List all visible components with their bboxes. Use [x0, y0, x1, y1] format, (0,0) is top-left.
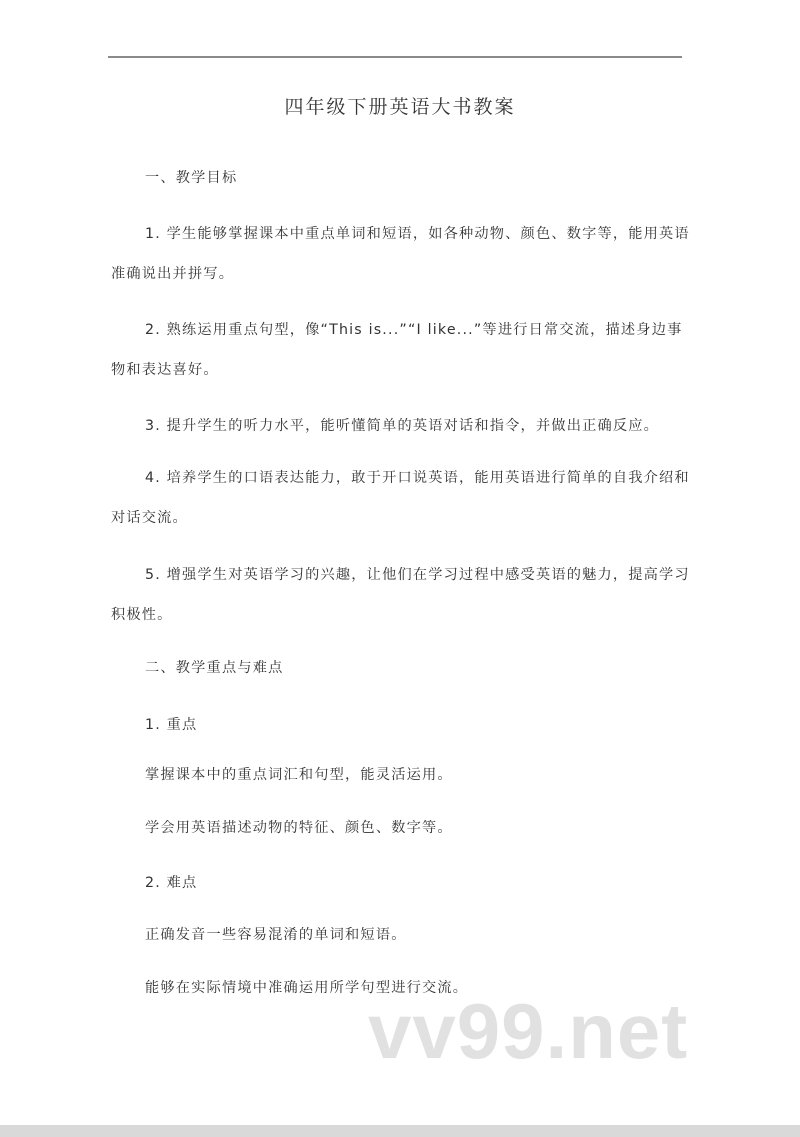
goal-item-2: 2. 熟练运用重点句型，像“This is...”“I like...”等进行日常交流，描述身边事物和表达喜好。: [111, 322, 683, 378]
difficult-point-2: 能够在实际情境中准确运用所学句型进行交流。: [145, 980, 469, 996]
key-point-2: 学会用英语描述动物的特征、颜色、数字等。: [145, 820, 453, 836]
document-title: 四年级下册英语大书教案: [284, 96, 516, 118]
difficult-points-heading: 2. 难点: [145, 875, 198, 891]
goal-item-5: 5. 增强学生对英语学习的兴趣，让他们在学习过程中感受英语的魅力，提高学习积极性。: [111, 567, 690, 623]
section-heading-key-points: 二、教学重点与难点: [145, 660, 284, 676]
difficult-point-1: 正确发音一些容易混淆的单词和短语。: [145, 927, 407, 943]
goal-item-3: 3. 提升学生的听力水平，能听懂简单的英语对话和指令，并做出正确反应。: [145, 418, 660, 434]
goal-item-4: 4. 培养学生的口语表达能力，敢于开口说英语，能用英语进行简单的自我介绍和对话交流。: [111, 470, 690, 526]
key-point-1: 掌握课本中的重点词汇和句型，能灵活运用。: [145, 767, 453, 783]
watermark: vv99.net: [368, 987, 689, 1075]
section-heading-goals: 一、教学目标: [145, 170, 238, 186]
page-bottom-edge: [0, 1125, 800, 1137]
header-rule: [108, 56, 682, 58]
key-points-heading: 1. 重点: [145, 717, 198, 733]
goal-item-1: 1. 学生能够掌握课本中重点单词和短语，如各种动物、颜色、数字等，能用英语准确说出并拼写。: [111, 226, 690, 282]
